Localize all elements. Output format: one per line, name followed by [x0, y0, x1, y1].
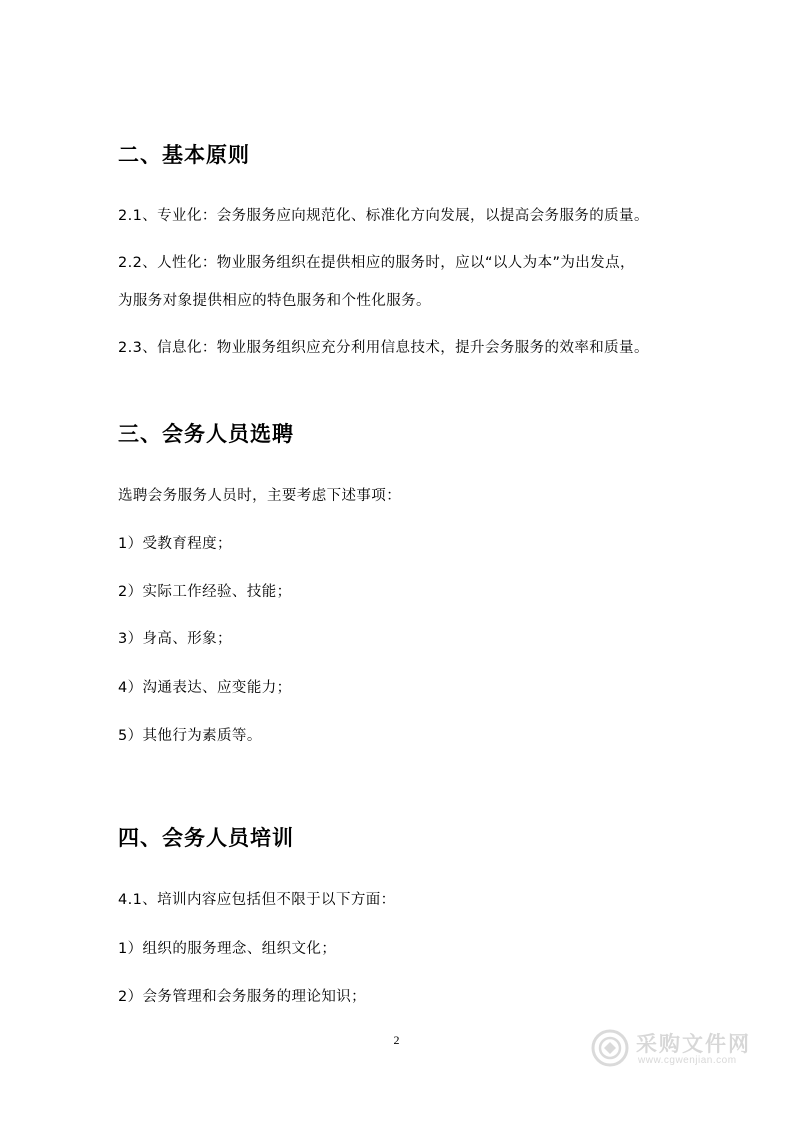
- list-item: 2）实际工作经验、技能；: [118, 584, 292, 600]
- watermark: [590, 1024, 780, 1074]
- list-item: 2）会务管理和会务服务的理论知识；: [118, 989, 367, 1005]
- paragraph: 2.1、专业化：会务服务应向规范化、标准化方向发展，以提高会务服务的质量。: [118, 208, 649, 224]
- list-item: 1）组织的服务理念、组织文化；: [118, 941, 337, 957]
- paragraph: 2.3、信息化：物业服务组织应充分利用信息技术，提升会务服务的效率和质量。: [118, 340, 649, 356]
- list-item: 4）沟通表达、应变能力；: [118, 680, 292, 696]
- watermark-url: www.cgwenjian.com: [638, 1055, 737, 1066]
- paragraph: 选聘会务服务人员时，主要考虑下述事项：: [118, 488, 402, 504]
- section-heading-basic-principles: 二、基本原则: [118, 143, 250, 167]
- page-number: 2: [393, 1033, 400, 1047]
- list-item: 3）身高、形象；: [118, 631, 232, 647]
- paragraph: 为服务对象提供相应的特色服务和个性化服务。: [118, 293, 431, 309]
- watermark-logo-icon: [590, 1028, 630, 1068]
- section-heading-staff-training: 四、会务人员培训: [118, 826, 294, 850]
- paragraph: 4.1、培训内容应包括但不限于以下方面：: [118, 892, 396, 908]
- list-item: 5）其他行为素质等。: [118, 728, 262, 744]
- paragraph: 2.2、人性化：物业服务组织在提供相应的服务时，应以“以人为本”为出发点，: [118, 255, 635, 271]
- section-heading-staff-selection: 三、会务人员选聘: [118, 422, 294, 446]
- list-item: 1）受教育程度；: [118, 536, 232, 552]
- watermark-title: 采购文件网: [636, 1032, 751, 1056]
